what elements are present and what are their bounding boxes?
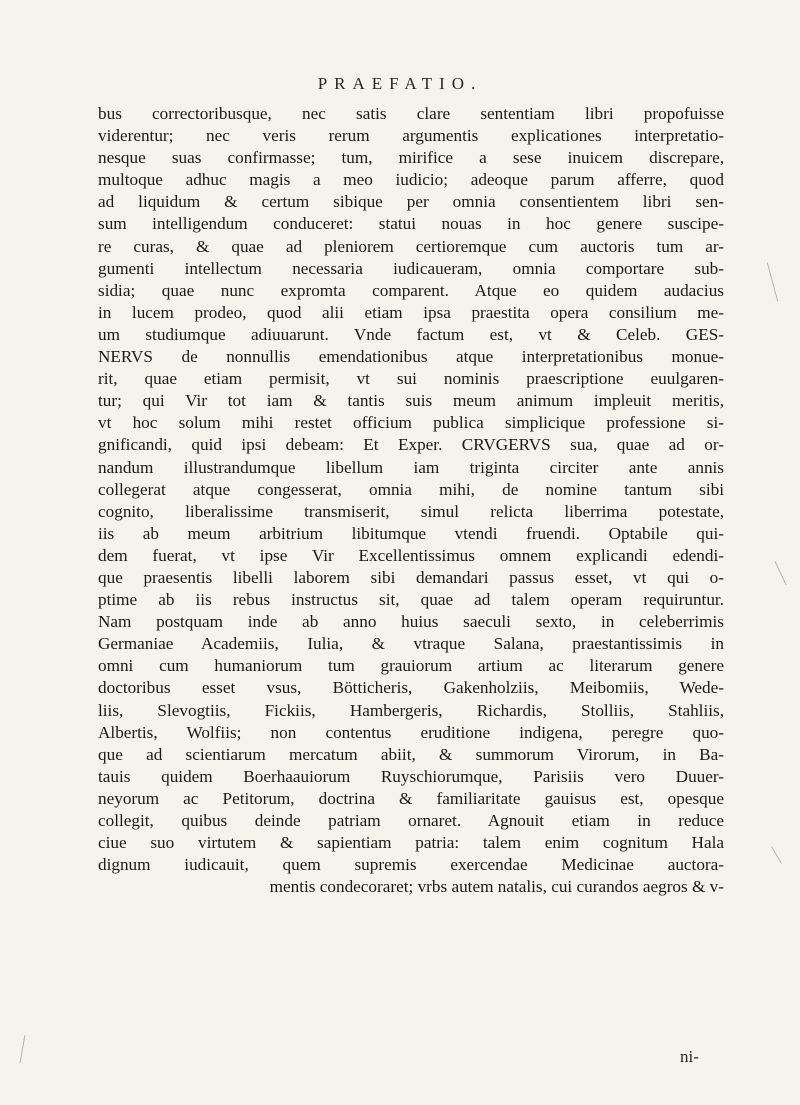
text-line: mentis condecoraret; vrbs autem natalis, cui curandos aegros & v- (269, 877, 724, 897)
text-line: Germaniae Academiis, Iulia, & vtraque Salana, praestantissimis in (98, 634, 724, 654)
text-line: nesque suas confirmasse; tum, mirifice a sese inuicem discrepare, (98, 148, 724, 168)
paper-crease-mark (20, 1035, 26, 1063)
text-line: ciue suo virtutem & sapientiam patria: talem enim cognitum Hala (98, 833, 724, 853)
text-line: um studiumque adiuuarunt. Vnde factum est, vt & Celeb. GES- (98, 324, 724, 344)
text-line: multoque adhuc magis a meo iudicio; adeoque parum afferre, quod (98, 170, 724, 190)
text-line: dignum iudicauit, quem supremis exercendae Medicinae auctora- (98, 855, 724, 875)
text-line: viderentur; nec veris rerum argumentis explicationes interpretatio- (98, 126, 724, 146)
text-line: nandum illustrandumque libellum iam triginta circiter ante annis (98, 457, 724, 477)
text-line: bus correctoribusque, nec satis clare sententiam libri propofuisse (98, 104, 724, 123)
text-line: Nam postquam inde ab anno huius saeculi sexto, in celeberrimis (98, 612, 724, 632)
text-line: tauis quidem Boerhaauiorum Ruyschiorumque, Parisiis vero Duuer- (98, 766, 724, 786)
text-line: liis, Slevogtiis, Fickiis, Hambergeris, Richardis, Stolliis, Stahliis, (98, 700, 724, 720)
body-text (98, 103, 724, 898)
text-line: gnificandi, quid ipsi debeam: Et Exper. CRVGERVS sua, quae ad or- (98, 435, 724, 455)
text-line: ptime ab iis rebus instructus sit, quae ad talem operam requiruntur. (98, 590, 724, 610)
text-line: que ad scientiarum mercatum abiit, & summorum Virorum, in Ba- (98, 744, 724, 764)
text-line: vt hoc solum mihi restet officium publica simplicique professione si- (98, 413, 724, 433)
paper-crease-mark (767, 263, 778, 302)
text-line: doctoribus esset vsus, Bötticheris, Gakenholziis, Meibomiis, Wede- (98, 678, 724, 698)
text-line: ad liquidum & certum sibique per omnia consentientem libri sen- (98, 192, 724, 212)
text-line: collegit, quibus deinde patriam ornaret. Agnouit etiam in reduce (98, 811, 724, 830)
paper-crease-mark (771, 846, 782, 864)
text-line: rit, quae etiam permisit, vt sui nominis praescriptione euulgaren- (98, 369, 724, 389)
text-line: cognito, liberalissime transmiserit, simul relicta liberrima potestate, (98, 501, 724, 521)
catchword: ni- (680, 1047, 699, 1066)
paper-crease-mark (775, 561, 787, 585)
text-line: collegerat atque congesserat, omnia mihi, de nomine tantum sibi (98, 479, 724, 499)
text-line: gumenti intellectum necessaria iudicaueram, omnia comportare sub- (98, 258, 724, 278)
text-line: omni cum humaniorum tum grauiorum artium ac literarum genere (98, 656, 724, 676)
text-line: re curas, & quae ad pleniorem certioremque cum auctoris tum ar- (98, 236, 724, 256)
text-line: neyorum ac Petitorum, doctrina & familiaritate gauisus est, opesque (98, 788, 724, 808)
text-line: dem fuerat, vt ipse Vir Excellentissimus omnem explicandi edendi- (98, 545, 724, 565)
text-line: que praesentis libelli laborem sibi demandari passus esset, vt qui o- (98, 567, 724, 587)
text-line: Albertis, Wolfiis; non contentus eruditione indigena, peregre quo- (98, 722, 724, 742)
text-line: in lucem prodeo, quod alii etiam ipsa praestita opera consilium me- (98, 302, 724, 322)
running-head: PRAEFATIO. (317, 74, 483, 93)
text-line: tur; qui Vir tot iam & tantis suis meum animum impleuit meritis, (98, 391, 724, 411)
text-line: sum intelligendum conduceret: statui nouas in hoc genere suscipe- (98, 214, 724, 234)
text-line: NERVS de nonnullis emendationibus atque interpretationibus monue- (98, 347, 724, 367)
text-line: iis ab meum arbitrium libitumque vtendi fruendi. Optabile qui- (98, 523, 724, 543)
text-line: sidia; quae nunc expromta comparent. Atque eo quidem audacius (98, 280, 724, 300)
